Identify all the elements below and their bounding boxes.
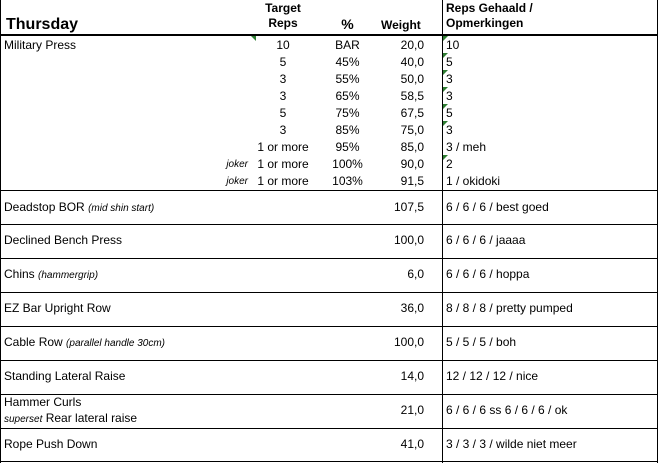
comment-marker-icon <box>443 87 448 92</box>
row-divider-bottom <box>0 461 658 462</box>
row-divider <box>0 326 658 327</box>
weight: 85,0 <box>400 140 424 154</box>
comment-marker-icon <box>443 121 448 126</box>
weight: 20,0 <box>400 38 424 52</box>
comment-marker-icon <box>443 155 448 160</box>
weight: 40,0 <box>400 55 424 69</box>
comment-marker-icon <box>443 104 448 109</box>
percent: 45% <box>335 55 360 69</box>
joker-note: joker <box>226 159 248 170</box>
reps-achieved[interactable]: 3 / 3 / 3 / wilde niet meer <box>446 437 577 451</box>
exercise-name: Standing Lateral Raise <box>4 369 126 383</box>
weight: 21,0 <box>400 403 424 417</box>
exercise-name: Cable Row (parallel handle 30cm) <box>4 335 165 349</box>
reps-achieved[interactable]: 6 / 6 / 6 / hoppa <box>446 267 530 281</box>
exercise-name: Deadstop BOR (mid shin start) <box>4 200 155 214</box>
target-reps-header-line2: Reps <box>268 16 298 30</box>
row-divider <box>0 394 658 395</box>
percent: 95% <box>335 140 360 154</box>
exercise-name: Declined Bench Press <box>4 233 123 247</box>
reps-achieved[interactable]: 1 / okidoki <box>446 174 501 188</box>
reps-achieved[interactable]: 6 / 6 / 6 ss 6 / 6 / 6 / ok <box>446 403 568 417</box>
percent-header: % <box>341 16 354 32</box>
reps-achieved[interactable]: 6 / 6 / 6 / jaaaa <box>446 233 526 247</box>
weight: 107,5 <box>393 200 424 214</box>
weight: 100,0 <box>393 335 424 349</box>
exercise-note: (parallel handle 30cm) <box>66 338 165 349</box>
joker-note: joker <box>226 176 248 187</box>
reps-achieved[interactable]: 3 <box>446 89 453 103</box>
reps-achieved[interactable]: 2 <box>446 157 453 171</box>
comment-marker-icon <box>251 36 256 41</box>
day-title: Thursday <box>6 16 79 33</box>
row-divider <box>0 292 658 293</box>
exercise-name: EZ Bar Upright Row <box>4 301 111 315</box>
reps-achieved[interactable]: 3 <box>446 72 453 86</box>
weight-header: Weight <box>381 18 421 32</box>
target-reps: 5 <box>279 55 287 69</box>
weight: 50,0 <box>400 72 424 86</box>
weight: 41,0 <box>400 437 424 451</box>
percent: 100% <box>332 157 363 171</box>
weight: 100,0 <box>393 233 424 247</box>
percent: BAR <box>335 38 360 52</box>
target-reps: 3 <box>279 89 287 103</box>
comment-marker-icon <box>443 53 448 58</box>
percent: 103% <box>332 174 363 188</box>
exercise-name: Hammer Curls <box>4 395 82 409</box>
exercise-note: (mid shin start) <box>88 203 155 214</box>
percent: 55% <box>335 72 360 86</box>
reps-achieved[interactable]: 10 <box>446 38 460 52</box>
row-divider <box>0 428 658 429</box>
weight: 67,5 <box>400 106 424 120</box>
superset-exercise-name: Rear lateral raise <box>45 411 138 425</box>
reps-achieved-header-line1: Reps Gehaald / <box>446 1 533 15</box>
exercise-note: (hammergrip) <box>38 270 99 281</box>
comment-marker-icon <box>443 70 448 75</box>
superset-line <box>4 411 137 427</box>
target-reps: 3 <box>279 123 287 137</box>
target-reps: 10 <box>276 38 290 52</box>
header-divider <box>0 34 658 36</box>
row-divider <box>0 258 658 259</box>
weight: 90,0 <box>400 157 424 171</box>
target-reps: 3 <box>279 72 287 86</box>
reps-achieved[interactable]: 6 / 6 / 6 / best goed <box>446 200 549 214</box>
weight: 75,0 <box>400 123 424 137</box>
superset-label: superset <box>4 414 43 425</box>
reps-achieved[interactable]: 3 / meh <box>446 140 487 154</box>
target-reps: 1 or more <box>257 174 309 188</box>
row-divider <box>0 190 658 191</box>
reps-achieved-header-line2: Opmerkingen <box>446 16 524 30</box>
reps-achieved[interactable]: 5 / 5 / 5 / boh <box>446 335 517 349</box>
reps-achieved[interactable]: 5 <box>446 55 453 69</box>
target-reps: 5 <box>279 106 287 120</box>
percent: 75% <box>335 106 360 120</box>
weight: 36,0 <box>400 301 424 315</box>
exercise-name: Rope Push Down <box>4 437 98 451</box>
weight: 91,5 <box>400 174 424 188</box>
percent: 85% <box>335 123 360 137</box>
reps-achieved[interactable]: 12 / 12 / 12 / nice <box>446 369 539 383</box>
weight: 6,0 <box>407 267 424 281</box>
target-reps: 1 or more <box>257 157 309 171</box>
target-reps: 1 or more <box>257 140 309 154</box>
comment-marker-icon <box>443 36 448 41</box>
reps-achieved[interactable]: 5 <box>446 106 453 120</box>
weight: 58,5 <box>400 89 424 103</box>
reps-achieved[interactable]: 3 <box>446 123 453 137</box>
row-divider <box>0 360 658 361</box>
weight: 14,0 <box>400 369 424 383</box>
row-divider <box>0 224 658 225</box>
exercise-name: Chins (hammergrip) <box>4 267 99 281</box>
percent: 65% <box>335 89 360 103</box>
reps-achieved[interactable]: 8 / 8 / 8 / pretty pumped <box>446 301 573 315</box>
target-reps-header-line1: Target <box>265 1 301 15</box>
exercise-name-military-press: Military Press <box>4 38 77 52</box>
